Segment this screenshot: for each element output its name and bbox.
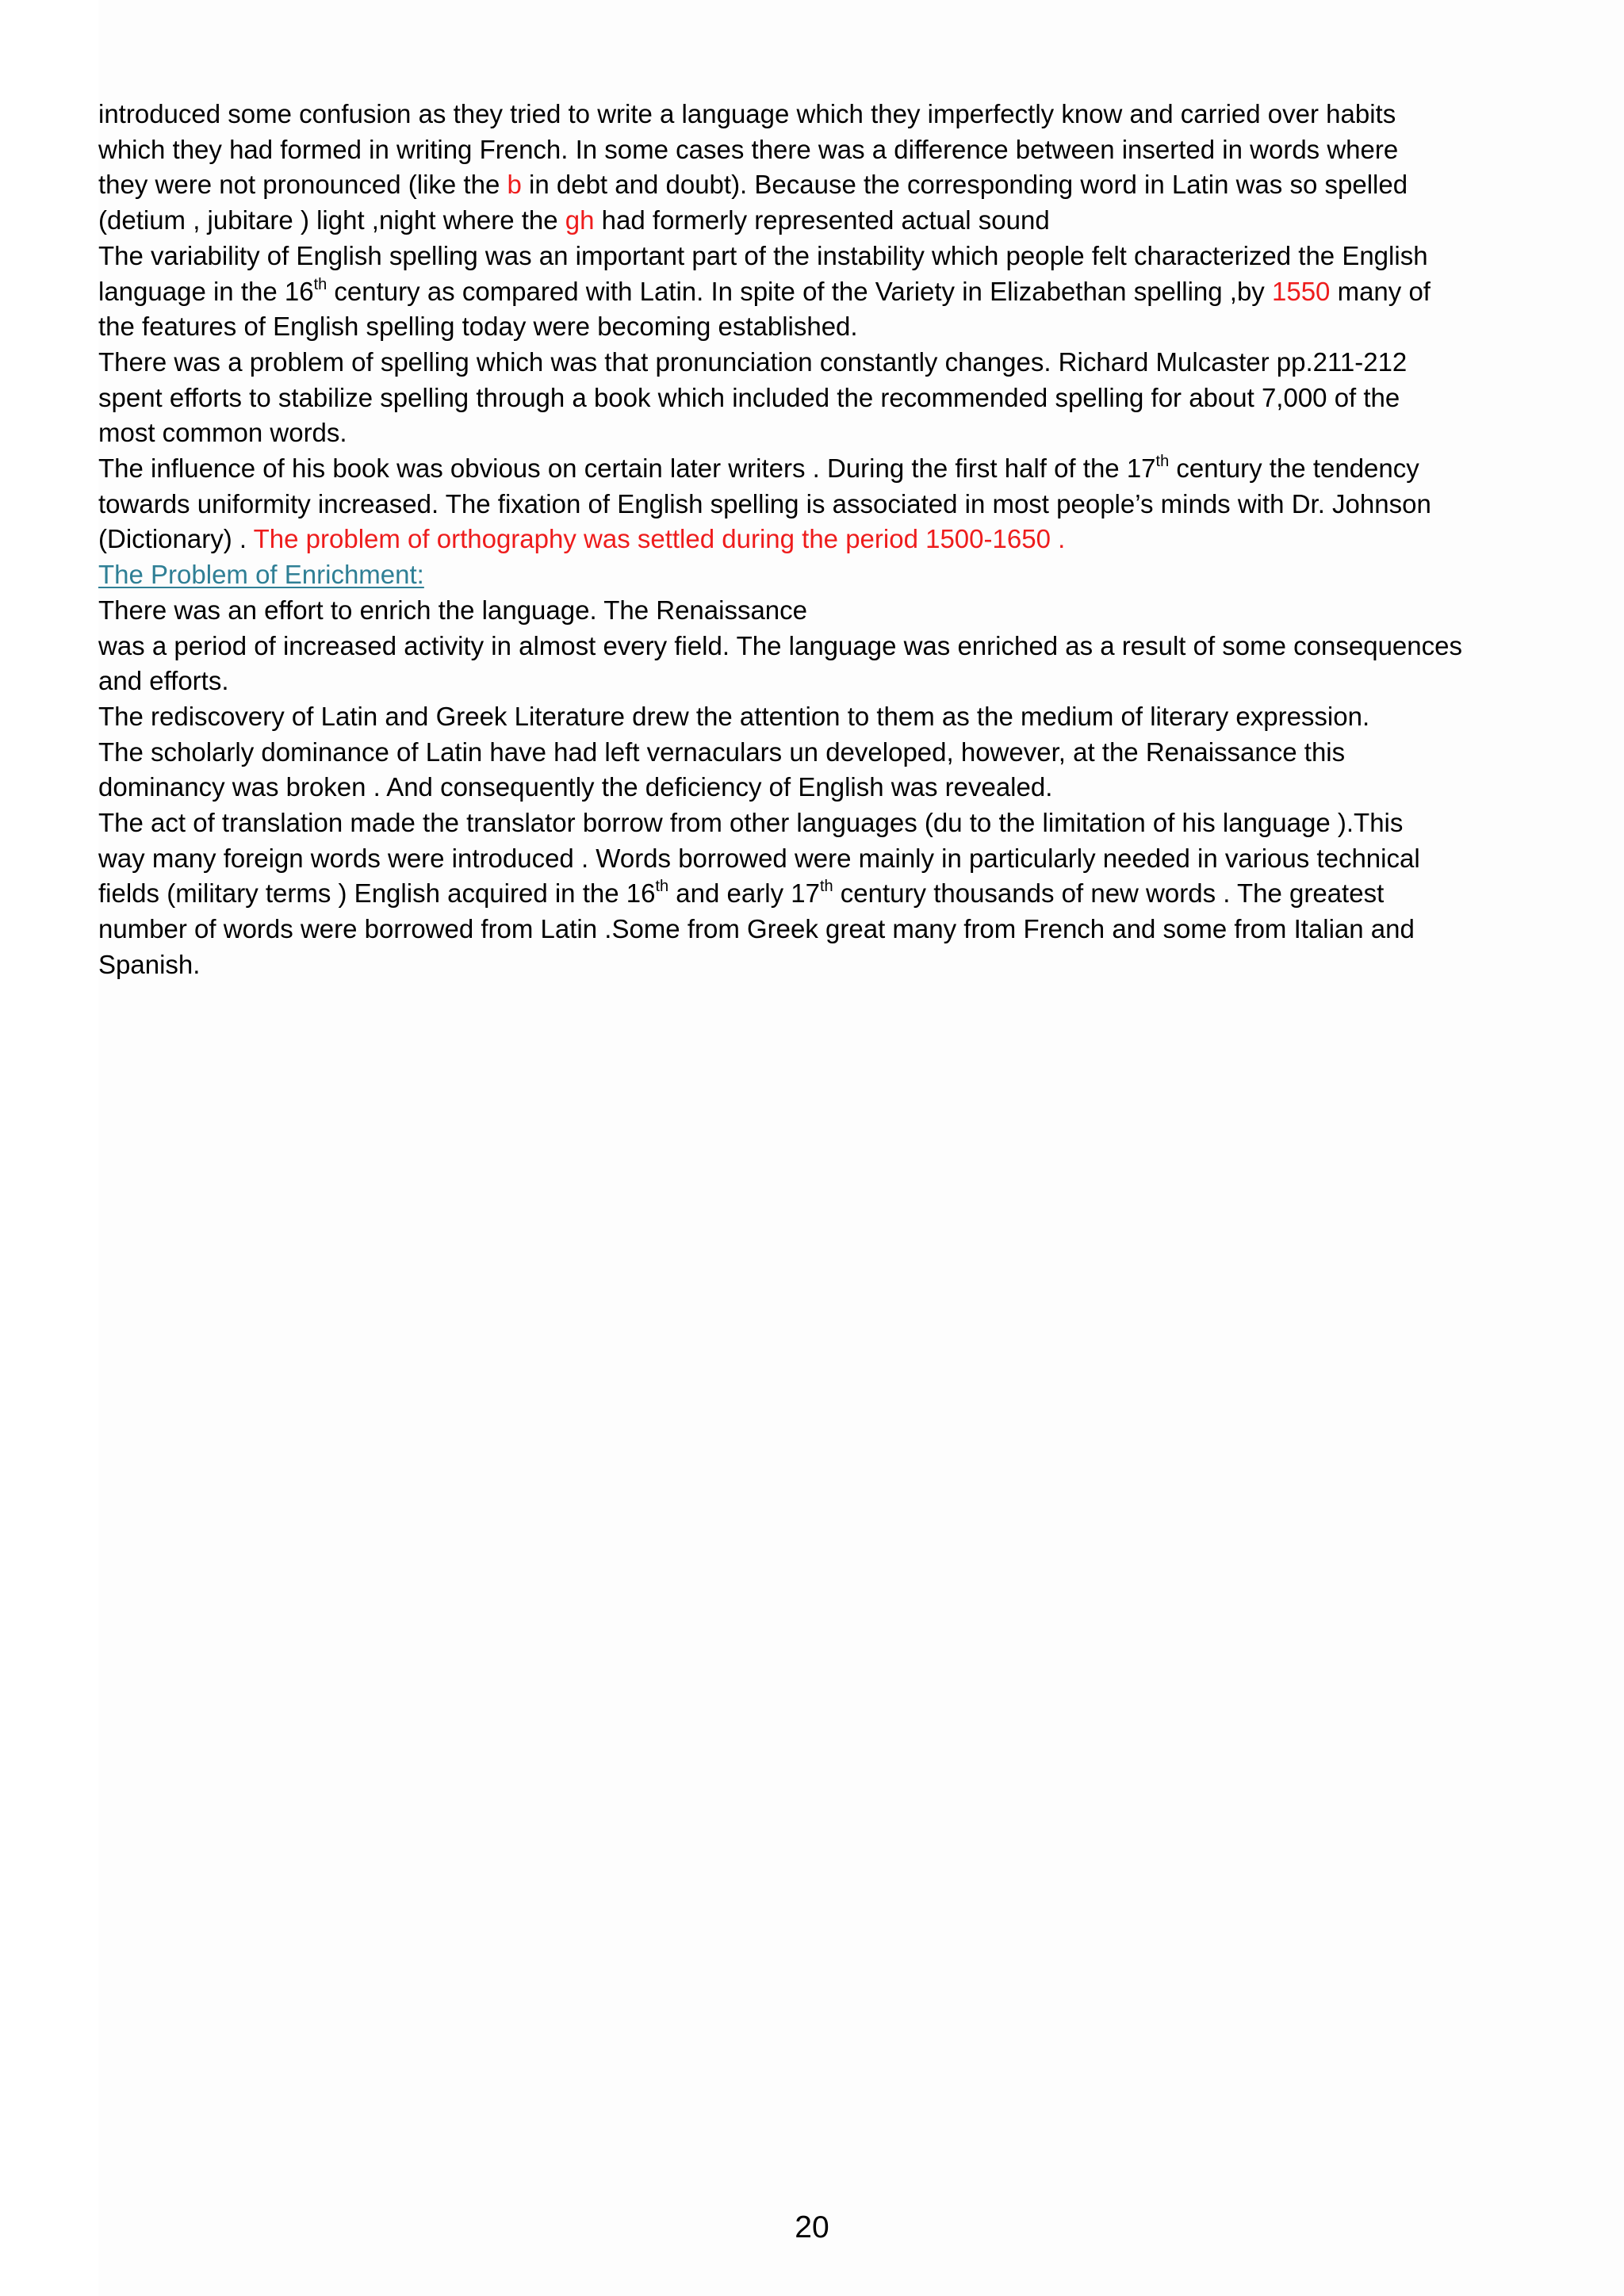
- highlighted-sentence: The problem of orthography was settled during the period 1500-1650 .: [253, 524, 1066, 554]
- document-body: [98, 97, 1526, 983]
- highlighted-letter-b: b: [507, 170, 522, 200]
- paragraph-translation: [98, 806, 1526, 983]
- text-segment: had formerly represented actual sound: [594, 205, 1050, 235]
- text-line: and efforts.: [98, 666, 229, 696]
- section-heading-enrichment[interactable]: The Problem of Enrichment:: [98, 560, 424, 590]
- text-line: There was a problem of spelling which was that pronunciation constantly changes. Richard Mulcaster pp.211-212: [98, 346, 1408, 377]
- text-line: [98, 876, 1526, 912]
- text-line: introduced some confusion as they tried to write a language which they imperfectly know and carried over habits: [98, 99, 1396, 128]
- text-line: The rediscovery of Latin and Greek Literature drew the attention to them as the medium of literary expression.: [98, 701, 1370, 731]
- superscript-ordinal: th: [313, 275, 327, 293]
- text-segment: (detium , jubitare ) light ,night where the: [98, 205, 565, 235]
- text-line: which they had formed in writing French. In some cases there was a difference between inserted in words where: [98, 134, 1399, 164]
- text-line: The act of translation made the translator borrow from other languages (du to the limitation of his language ).This: [98, 808, 1404, 838]
- text-segment: language in the 16: [98, 276, 314, 306]
- text-line: way many foreign words were introduced . Words borrowed were mainly in particularly needed in various technical: [98, 843, 1420, 873]
- highlighted-letters-gh: gh: [565, 205, 595, 235]
- text-line: dominancy was broken . And consequently the deficiency of English was revealed.: [98, 772, 1053, 802]
- paragraph-mulcaster: [98, 345, 1526, 451]
- text-line: the features of English spelling today were becoming established.: [98, 312, 858, 342]
- text-segment: century the tendency: [1169, 453, 1419, 484]
- paragraph-latin-dominance: [98, 735, 1526, 806]
- text-segment: century thousands of new words . The greatest: [833, 878, 1385, 909]
- text-segment: (Dictionary) .: [98, 524, 254, 554]
- highlighted-year: 1550: [1271, 276, 1331, 306]
- text-line: [98, 274, 1526, 310]
- text-line: The variability of English spelling was an important part of the instability which people felt characterized the English: [98, 240, 1428, 270]
- text-line: The scholarly dominance of Latin have had left vernaculars un developed, however, at the Renaissance this: [98, 737, 1346, 767]
- paragraph-spelling-confusion: [98, 97, 1526, 239]
- superscript-ordinal: th: [819, 878, 833, 896]
- superscript-ordinal: th: [655, 878, 669, 896]
- text-line: [98, 522, 1526, 557]
- text-line: [98, 451, 1526, 487]
- page-number: 20: [795, 2210, 829, 2244]
- text-line: Spanish.: [98, 949, 201, 979]
- text-segment: they were not pronounced (like the: [98, 170, 508, 200]
- text-segment: The influence of his book was obvious on certain later writers . During the first half of the 17: [98, 453, 1156, 484]
- text-line: number of words were borrowed from Latin .Some from Greek great many from French and some from Italian and: [98, 914, 1415, 944]
- text-segment: and early 17: [668, 878, 820, 909]
- text-line: [98, 203, 1526, 239]
- superscript-ordinal: th: [1155, 453, 1170, 471]
- paragraph-rediscovery: [98, 699, 1526, 735]
- text-line: towards uniformity increased. The fixation of English spelling is associated in most people’s minds with Dr. Johnson: [98, 488, 1431, 519]
- text-line: most common words.: [98, 418, 347, 448]
- text-segment: many of: [1330, 276, 1431, 306]
- text-segment: century as compared with Latin. In spite of the Variety in Elizabethan spelling ,by: [327, 276, 1272, 306]
- paragraph-spelling-variability: [98, 239, 1526, 345]
- text-line: There was an effort to enrich the language. The Renaissance: [98, 595, 808, 625]
- text-line: spent efforts to stabilize spelling through a book which included the recommended spelling for about 7,000 of the: [98, 382, 1400, 412]
- text-segment: in debt and doubt). Because the corresponding word in Latin was so spelled: [521, 170, 1408, 200]
- paragraph-enrichment-effort: [98, 593, 1526, 699]
- text-line: was a period of increased activity in almost every field. The language was enriched as a result of some consequences: [98, 630, 1462, 660]
- text-line: [98, 167, 1526, 203]
- text-segment: fields (military terms ) English acquired in the 16: [98, 878, 656, 909]
- paragraph-uniformity: [98, 451, 1526, 557]
